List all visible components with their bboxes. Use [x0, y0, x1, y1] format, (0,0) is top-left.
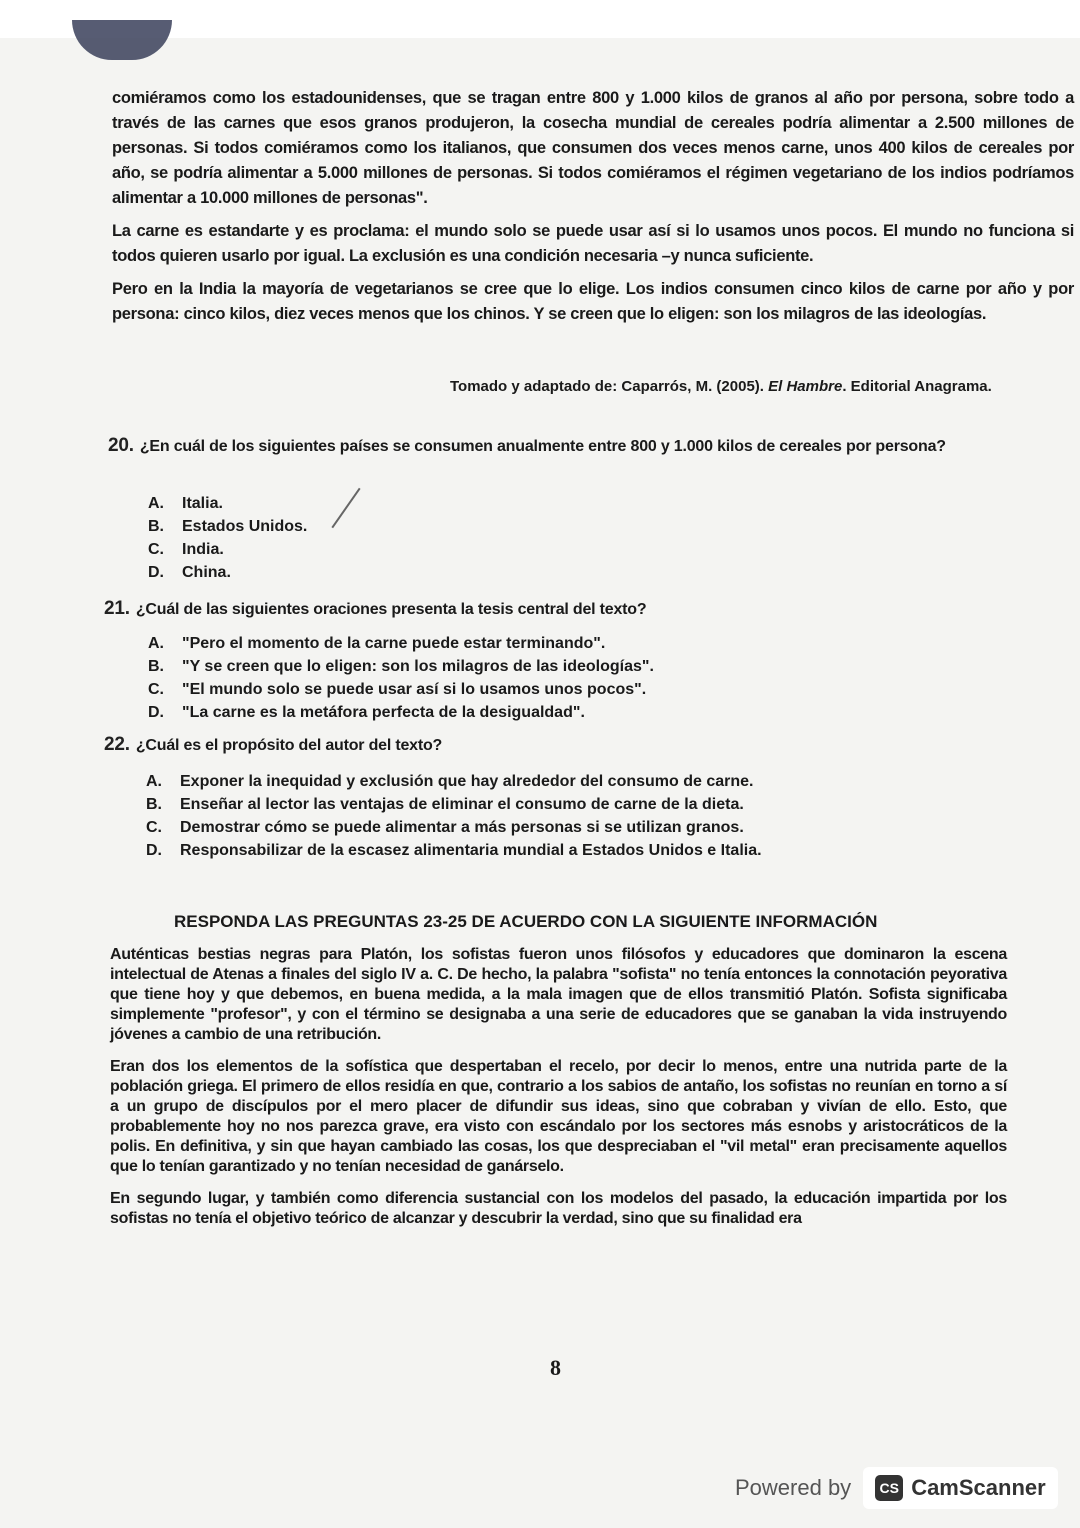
citation-title: El Hambre: [768, 378, 843, 395]
page-number: 8: [550, 1355, 561, 1380]
camscanner-logo-icon: CS: [875, 1475, 903, 1501]
option-d[interactable]: [148, 561, 307, 584]
option-b[interactable]: [148, 655, 654, 678]
question-20: [108, 436, 1033, 457]
passage-2-paragraph: En segundo lugar, y también como diferencia sustancial con los modelos del pasado, la educación impartida por los sofistas no tenía el objetivo teórico de alcanzar y descubrir la verdad, sino que su finalidad era: [110, 1190, 1007, 1227]
question-21: [104, 598, 646, 620]
option-letter: D.: [148, 564, 164, 581]
citation-prefix: Tomado y adaptado de: Caparrós, M. (2005).: [450, 378, 769, 395]
option-letter: B.: [148, 518, 164, 535]
passage-1-paragraph: La carne es estandarte y es proclama: el mundo solo se puede usar así si lo usamos unos pocos. El mundo no funciona si todos quieren usarlo por igual. La exclusión es una condición necesaria –y nunca suficiente.: [112, 222, 1074, 265]
question-text: ¿En cuál de los siguientes países se consumen anualmente entre 800 y 1.000 kilos de cereales por persona?: [139, 438, 946, 455]
question-22-options: [146, 770, 762, 862]
question-number: 21.: [104, 598, 130, 619]
option-letter: A.: [148, 495, 164, 512]
option-text: Estados Unidos.: [182, 518, 308, 535]
option-text: Enseñar al lector las ventajas de eliminar el consumo de carne de la dieta.: [180, 796, 744, 813]
question-21-options: [148, 632, 654, 724]
option-a[interactable]: [148, 632, 654, 655]
option-c[interactable]: [148, 678, 654, 701]
option-letter: B.: [148, 658, 164, 675]
option-text: Responsabilizar de la escasez alimentaria mundial a Estados Unidos e Italia.: [180, 842, 762, 859]
institution-seal-icon: [72, 20, 172, 60]
option-letter: D.: [148, 704, 164, 721]
camscanner-badge: [863, 1467, 1058, 1509]
question-number: 20.: [108, 435, 134, 456]
option-letter: B.: [146, 796, 162, 813]
passage-1-paragraph: comiéramos como los estadounidenses, que se tragan entre 800 y 1.000 kilos de granos al año por persona, sobre todo a través de las carnes que esos granos produjeron, la cosecha mundial de cereales podría alimentar a 2.500 millones de personas. Si todos comiéramos como los italianos, que consumen dos veces menos carne, unos 400 kilos de cereales por año, se podría alimentar a 5.000 millones de personas. Si todos comiéramos el régimen vegetariano de los indios podríamos alimentar a 10.000 millones de personas".: [112, 89, 1074, 207]
passage-2-paragraph: Auténticas bestias negras para Platón, los sofistas fueron unos filósofos y educadores que dominaron la escena intelectual de Atenas a finales del siglo IV a. C. De hecho, la palabra "sofista" no tenía entonces la connotación peyorativa que tiene hoy y que debemos, en buena medida, a la mala imagen que de ellos transmitió Platón. Sofista significaba simplemente "profesor", y con el término se designaba a una serie de educadores que se ganaban la vida instruyendo jóvenes a cambio de una retribución.: [110, 946, 1007, 1043]
powered-by-label: Powered by: [735, 1475, 852, 1500]
option-d[interactable]: [148, 701, 654, 724]
pen-mark-icon: [331, 488, 360, 528]
question-number: 22.: [104, 734, 130, 755]
option-text: Demostrar cómo se puede alimentar a más personas si se utilizan granos.: [180, 819, 744, 836]
camscanner-watermark: [735, 1467, 1058, 1509]
section-header: RESPONDA LAS PREGUNTAS 23-25 DE ACUERDO CON LA SIGUIENTE INFORMACIÓN: [174, 912, 878, 931]
camscanner-brand: CamScanner: [911, 1475, 1046, 1500]
option-d[interactable]: [146, 839, 762, 862]
citation-suffix: . Editorial Anagrama.: [842, 378, 992, 395]
passage-1-paragraph: Pero en la India la mayoría de vegetarianos se cree que lo elige. Los indios consumen cinco kilos de carne por año y por persona: cinco kilos, diez veces menos que los chinos. Y se creen que lo eligen: son los milagros de las ideologías.: [112, 280, 1074, 323]
passage-1: [112, 86, 1074, 335]
option-letter: C.: [148, 541, 164, 558]
passage-2-paragraph: Eran dos los elementos de la sofística que despertaban el recelo, por decir lo menos, entre una nutrida parte de la población griega. El primero de ellos residía en que, contrario a los sabios de antaño, los sofistas no reunían en torno a sí a un grupo de discípulos por el mero placer de difundir sus ideas, sino que cobraban y vivían de ello. Esto, que probablemente hoy no nos parezca grave, era visto con escándalo por los sectores más esnobs y aristocráticos de la polis. En definitiva, y sin que hayan cambiado las cosas, los que despreciaban el "vil metal" eran precisamente aquellos que lo tenían garantizado y no tenían necesidad de ganárselo.: [110, 1058, 1007, 1175]
option-b[interactable]: [148, 515, 307, 538]
option-a[interactable]: [146, 770, 762, 793]
option-letter: A.: [148, 635, 164, 652]
citation: [450, 378, 992, 395]
option-b[interactable]: [146, 793, 762, 816]
question-text: ¿Cuál de las siguientes oraciones presenta la tesis central del texto?: [135, 601, 647, 618]
option-c[interactable]: [148, 538, 307, 561]
option-a[interactable]: [148, 492, 307, 515]
option-text: "Y se creen que lo eligen: son los milagros de las ideologías".: [182, 658, 654, 675]
option-text: "La carne es la metáfora perfecta de la desigualdad".: [182, 704, 585, 721]
question-text: ¿Cuál es el propósito del autor del texto?: [135, 737, 443, 754]
question-22: [104, 734, 442, 756]
question-20-options: [148, 492, 307, 584]
option-letter: D.: [146, 842, 162, 859]
option-letter: C.: [148, 681, 164, 698]
option-text: Italia.: [182, 495, 223, 512]
option-text: "Pero el momento de la carne puede estar terminando".: [182, 635, 606, 652]
option-letter: C.: [146, 819, 162, 836]
option-letter: A.: [146, 773, 162, 790]
option-text: China.: [182, 564, 231, 581]
option-text: Exponer la inequidad y exclusión que hay alrededor del consumo de carne.: [180, 773, 754, 790]
passage-2: [110, 945, 1007, 1241]
option-c[interactable]: [146, 816, 762, 839]
option-text: "El mundo solo se puede usar así si lo usamos unos pocos".: [182, 681, 647, 698]
option-text: India.: [182, 541, 224, 558]
